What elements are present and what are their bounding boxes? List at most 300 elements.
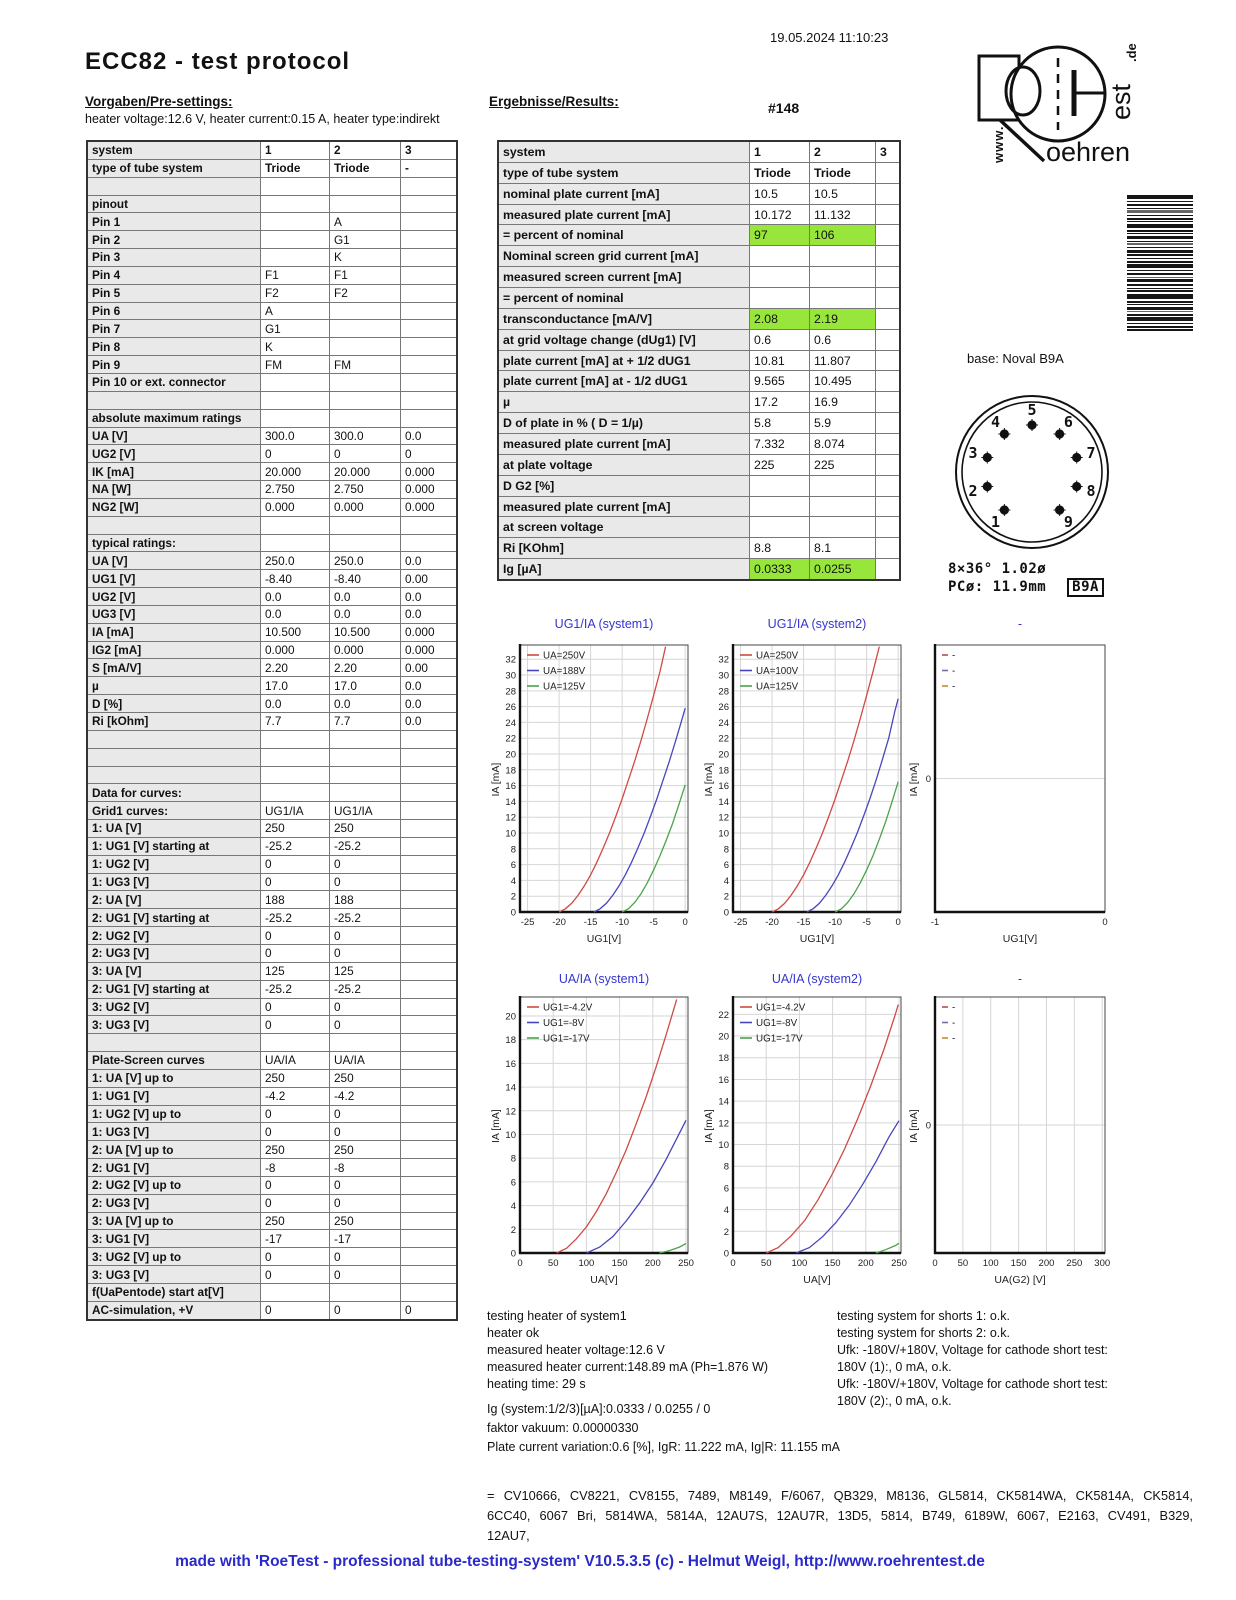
value-cell [260, 392, 329, 409]
heater-presettings-line: heater voltage:12.6 V, heater current:0.15 A, heater type:indirekt [85, 112, 440, 126]
row-label-cell: plate current [mA] at + 1/2 dUG1 [499, 351, 749, 371]
svg-text:6: 6 [510, 860, 516, 872]
value-cell: 125 [260, 963, 329, 980]
row-label-cell: pinout [88, 196, 260, 213]
value-cell [809, 267, 875, 287]
legend-label: UG1=-4.2V [756, 1002, 806, 1014]
row-label-cell: NG2 [W] [88, 499, 260, 516]
value-cell: 2 [329, 142, 400, 159]
value-cell: 0.0255 [809, 559, 875, 579]
row-label-cell [88, 392, 260, 409]
svg-text:250: 250 [678, 1258, 694, 1269]
legend-label: UA=125V [756, 681, 799, 693]
value-cell: F1 [260, 267, 329, 284]
value-cell [329, 410, 400, 427]
value-cell [329, 178, 400, 195]
equivalent-types-list: = CV10666, CV8221, CV8155, 7489, M8149, F/6067, QB329, M8136, GL5814, CK5814WA, CK5814A, CK5814, 6CC40, 6067 Bri, 5814WA, 5814A, 12AU7S, 12AU7R, 13D5, 5814, B749, 6189W, 6067, E2163, CV491, B329, 12AU7, [487, 1488, 1193, 1543]
value-cell: 125 [329, 963, 400, 980]
value-cell: 3 [875, 142, 899, 162]
value-cell [400, 392, 456, 409]
row-label-cell: µ [88, 677, 260, 694]
svg-text:16: 16 [505, 781, 516, 793]
x-axis-label: UA[V] [590, 1274, 618, 1286]
pin-7 [1071, 444, 1096, 464]
value-cell [400, 767, 456, 784]
value-cell: 17.0 [329, 677, 400, 694]
value-cell: -25.2 [329, 838, 400, 855]
logo-de-text: .de [1124, 43, 1139, 62]
value-cell: 0.0 [260, 588, 329, 605]
row-label-cell: Ri [kOhm] [88, 713, 260, 730]
value-cell [400, 1266, 456, 1283]
value-cell: -17 [260, 1230, 329, 1247]
row-label-cell: AC-simulation, +V [88, 1302, 260, 1319]
value-cell [400, 784, 456, 801]
row-label-cell: at screen voltage [499, 517, 749, 537]
value-cell [809, 517, 875, 537]
svg-text:16: 16 [505, 1058, 516, 1070]
row-label-cell: plate current [mA] at - 1/2 dUG1 [499, 371, 749, 391]
value-cell: 20.000 [329, 463, 400, 480]
value-cell: F2 [329, 285, 400, 302]
row-label-cell: nominal plate current [mA] [499, 184, 749, 204]
table-row [499, 287, 899, 308]
table-row [88, 998, 456, 1016]
value-cell: 7.7 [329, 713, 400, 730]
table-row [499, 245, 899, 266]
value-cell: 0.0 [400, 695, 456, 712]
results-table [497, 140, 901, 581]
table-row [88, 159, 456, 177]
row-label-cell: Pin 9 [88, 356, 260, 373]
value-cell: 250 [329, 1070, 400, 1087]
table-row [88, 551, 456, 569]
value-cell: 10.5 [749, 184, 809, 204]
value-cell [749, 246, 809, 266]
value-cell: 0.0 [400, 713, 456, 730]
value-cell [400, 909, 456, 926]
value-cell [260, 767, 329, 784]
value-cell [400, 749, 456, 766]
value-cell: 225 [749, 455, 809, 475]
svg-text:4: 4 [510, 875, 516, 887]
legend-label: UA=250V [756, 650, 799, 662]
table-row [88, 1212, 456, 1230]
table-row [88, 516, 456, 534]
row-label-cell: S [mA/V] [88, 659, 260, 676]
table-row [88, 1122, 456, 1140]
value-cell [400, 410, 456, 427]
row-label-cell: Pin 5 [88, 285, 260, 302]
value-cell [400, 945, 456, 962]
pin-4 [991, 413, 1010, 440]
value-cell: -4.2 [260, 1088, 329, 1105]
value-cell: K [329, 249, 400, 266]
value-cell [875, 330, 899, 350]
value-cell [260, 731, 329, 748]
table-row [88, 355, 456, 373]
value-cell: 2 [809, 142, 875, 162]
table-row [88, 641, 456, 659]
pin-number: 6 [1063, 412, 1073, 431]
value-cell: Triode [260, 160, 329, 177]
table-row [88, 212, 456, 230]
svg-text:14: 14 [505, 796, 516, 808]
value-cell: 0.00 [400, 659, 456, 676]
row-label-cell: type of tube system [499, 163, 749, 183]
value-cell: 0.0 [329, 695, 400, 712]
value-cell: 0.000 [400, 642, 456, 659]
value-cell: 2.20 [329, 659, 400, 676]
svg-text:300: 300 [1094, 1258, 1111, 1269]
value-cell: 0.0 [260, 695, 329, 712]
row-label-cell: 3: UG2 [V] [88, 999, 260, 1016]
svg-text:200: 200 [1038, 1258, 1055, 1269]
svg-text:16: 16 [718, 1074, 729, 1086]
note-line: testing heater of system1 [487, 1309, 627, 1323]
value-cell [260, 249, 329, 266]
value-cell [400, 267, 456, 284]
table-row [499, 433, 899, 454]
table-row [88, 1265, 456, 1283]
legend-label: UA=250V [543, 650, 586, 662]
value-cell: 0.000 [260, 499, 329, 516]
value-cell [329, 303, 400, 320]
value-cell: 188 [260, 891, 329, 908]
svg-text:50: 50 [760, 1258, 772, 1269]
value-cell: 225 [809, 455, 875, 475]
value-cell: UG1/IA [260, 802, 329, 819]
svg-text:0: 0 [925, 774, 931, 785]
svg-text:20: 20 [505, 749, 516, 761]
value-cell [260, 213, 329, 230]
svg-text:200: 200 [857, 1258, 874, 1269]
chart-title: - [1017, 972, 1023, 986]
value-cell: -8.40 [260, 570, 329, 587]
value-cell: 2.20 [260, 659, 329, 676]
value-cell: 8.074 [809, 434, 875, 454]
table-row [88, 569, 456, 587]
table-row [88, 248, 456, 266]
value-cell: 0 [329, 1123, 400, 1140]
row-label-cell: 3: UG3 [V] [88, 1016, 260, 1033]
svg-text:-15: -15 [796, 917, 811, 928]
table-row [88, 1033, 456, 1051]
pin-3 [969, 444, 994, 464]
value-cell [400, 1034, 456, 1051]
value-cell [400, 535, 456, 552]
note-line: testing system for shorts 1: o.k. [837, 1309, 1010, 1323]
row-label-cell: 3: UA [V] up to [88, 1213, 260, 1230]
value-cell [329, 196, 400, 213]
value-cell [329, 767, 400, 784]
table-row [88, 177, 456, 195]
value-cell: 0.0 [329, 588, 400, 605]
svg-text:-20: -20 [765, 917, 779, 928]
value-cell: 0 [260, 999, 329, 1016]
value-cell: -25.2 [260, 838, 329, 855]
pin-5 [1026, 401, 1038, 431]
value-cell: 250 [260, 1141, 329, 1158]
value-cell: 0 [329, 1016, 400, 1033]
row-label-cell: Pin 2 [88, 231, 260, 248]
value-cell: FM [329, 356, 400, 373]
row-label-cell: IA [mA] [88, 624, 260, 641]
row-label-cell: 2: UG2 [V] [88, 927, 260, 944]
row-label-cell: UA [V] [88, 428, 260, 445]
value-cell [400, 1016, 456, 1033]
row-label-cell: D G2 [%] [499, 476, 749, 496]
value-cell [400, 1123, 456, 1140]
value-cell: 11.132 [809, 205, 875, 225]
table-row [499, 496, 899, 517]
value-cell: A [260, 303, 329, 320]
svg-text:14: 14 [505, 1082, 516, 1094]
table-row [88, 890, 456, 908]
value-cell: 0 [329, 1106, 400, 1123]
svg-text:10: 10 [505, 1129, 516, 1141]
value-cell: 0.000 [400, 499, 456, 516]
row-label-cell: = percent of nominal [499, 225, 749, 245]
value-cell: 0 [260, 1195, 329, 1212]
value-cell [260, 517, 329, 534]
pin-number: 2 [968, 482, 978, 501]
svg-text:8: 8 [723, 1161, 729, 1173]
svg-text:0: 0 [895, 917, 901, 928]
value-cell: 0.000 [329, 642, 400, 659]
y-axis-label: IA [mA] [908, 762, 920, 797]
row-label-cell: µ [499, 392, 749, 412]
value-cell: Triode [809, 163, 875, 183]
value-cell: -8 [329, 1159, 400, 1176]
svg-text:50: 50 [957, 1258, 969, 1269]
table-row [88, 926, 456, 944]
legend-label: - [952, 1018, 956, 1029]
legend-label: - [952, 681, 956, 693]
value-cell: UG1/IA [329, 802, 400, 819]
y-axis-label: IA [mA] [703, 762, 715, 797]
value-cell: 16.9 [809, 392, 875, 412]
svg-text:-25: -25 [520, 917, 535, 928]
value-cell: 188 [329, 891, 400, 908]
row-label-cell: Grid1 curves: [88, 802, 260, 819]
value-cell: 0 [260, 945, 329, 962]
value-cell: 0 [260, 874, 329, 891]
table-row [499, 537, 899, 558]
value-cell [809, 288, 875, 308]
table-row [88, 142, 456, 159]
svg-text:20: 20 [505, 1011, 516, 1023]
table-row [499, 183, 899, 204]
value-cell: 0.0 [260, 606, 329, 623]
row-label-cell: 2: UG1 [V] starting at [88, 981, 260, 998]
svg-text:6: 6 [723, 860, 729, 872]
row-label-cell: absolute maximum ratings [88, 410, 260, 427]
value-cell [400, 1070, 456, 1087]
table-row [88, 623, 456, 641]
value-cell: -25.2 [329, 909, 400, 926]
legend-label: UG1=-17V [756, 1033, 803, 1045]
row-label-cell: UG3 [V] [88, 606, 260, 623]
value-cell: - [400, 160, 456, 177]
value-cell [875, 517, 899, 537]
value-cell: 0.000 [400, 624, 456, 641]
row-label-cell: 1: UG1 [V] starting at [88, 838, 260, 855]
row-label-cell [88, 767, 260, 784]
value-cell [400, 856, 456, 873]
value-cell [400, 1213, 456, 1230]
value-cell [260, 1034, 329, 1051]
row-label-cell: measured plate current [mA] [499, 497, 749, 517]
value-cell: 8.8 [749, 538, 809, 558]
value-cell: 0 [329, 874, 400, 891]
table-row [88, 748, 456, 766]
table-row [88, 766, 456, 784]
chart-ug1-ia-system2 [700, 595, 915, 953]
svg-text:-5: -5 [862, 917, 871, 928]
svg-text:30: 30 [718, 670, 729, 682]
value-cell: 0 [329, 999, 400, 1016]
value-cell [329, 320, 400, 337]
svg-text:26: 26 [505, 702, 516, 714]
table-row [88, 801, 456, 819]
svg-text:12: 12 [505, 1106, 516, 1118]
svg-text:4: 4 [510, 1201, 516, 1213]
value-cell: 10.5 [809, 184, 875, 204]
value-cell: 250.0 [329, 552, 400, 569]
value-cell [875, 434, 899, 454]
row-label-cell: Pin 7 [88, 320, 260, 337]
note-line: faktor vakuum: 0.00000330 [487, 1421, 639, 1435]
table-row [499, 370, 899, 391]
svg-text:0: 0 [517, 1258, 523, 1269]
pin-number: 7 [1086, 443, 1096, 462]
y-axis-label: IA [mA] [490, 762, 502, 797]
table-row [499, 475, 899, 496]
svg-text:100: 100 [578, 1258, 595, 1269]
value-cell [400, 303, 456, 320]
row-label-cell: type of tube system [88, 160, 260, 177]
value-cell: -25.2 [260, 981, 329, 998]
legend-label: UG1=-17V [543, 1033, 590, 1045]
value-cell [875, 371, 899, 391]
value-cell [329, 338, 400, 355]
shorts-test-notes [837, 1308, 1108, 1410]
value-cell: 0 [329, 927, 400, 944]
value-cell: 0.000 [400, 463, 456, 480]
value-cell [875, 205, 899, 225]
svg-text:32: 32 [505, 654, 516, 666]
value-cell [875, 476, 899, 496]
row-label-cell: Ri [KOhm] [499, 538, 749, 558]
svg-text:18: 18 [505, 1035, 516, 1047]
legend-label: UG1=-8V [756, 1018, 798, 1029]
table-row [499, 516, 899, 537]
value-cell: 10.500 [329, 624, 400, 641]
value-cell: 2.19 [809, 309, 875, 329]
svg-text:10: 10 [505, 828, 516, 840]
svg-text:0: 0 [925, 1120, 931, 1132]
value-cell [329, 374, 400, 391]
svg-text:18: 18 [505, 765, 516, 777]
chart-ug1-ia-system1 [487, 595, 702, 953]
value-cell: 0.000 [260, 642, 329, 659]
row-label-cell: 2: UG2 [V] up to [88, 1177, 260, 1194]
svg-text:12: 12 [718, 1118, 729, 1130]
svg-text:100: 100 [982, 1258, 999, 1269]
table-row [88, 1069, 456, 1087]
svg-text:28: 28 [505, 686, 516, 698]
value-cell: 7.332 [749, 434, 809, 454]
note-line: Ig (system:1/2/3)[µA]:0.0333 / 0.0255 / 0 [487, 1402, 711, 1416]
row-label-cell: Pin 6 [88, 303, 260, 320]
table-row [88, 230, 456, 248]
svg-text:-25: -25 [733, 917, 748, 928]
heater-test-notes [487, 1308, 768, 1393]
chart-title: UA/IA (system2) [771, 972, 863, 986]
value-cell [400, 927, 456, 944]
value-cell [329, 517, 400, 534]
row-label-cell: Ig [µA] [499, 559, 749, 579]
svg-text:16: 16 [718, 781, 729, 793]
value-cell [875, 184, 899, 204]
table-row [88, 783, 456, 801]
value-cell [400, 874, 456, 891]
table-row [88, 962, 456, 980]
row-label-cell: system [88, 142, 260, 159]
value-cell [400, 1141, 456, 1158]
value-cell: 2.750 [329, 481, 400, 498]
value-cell [749, 517, 809, 537]
row-label-cell: transconductance [mA/V] [499, 309, 749, 329]
value-cell: 0.00 [400, 570, 456, 587]
table-row [88, 658, 456, 676]
row-label-cell: 3: UG3 [V] [88, 1266, 260, 1283]
value-cell: 0.0 [329, 606, 400, 623]
value-cell [875, 267, 899, 287]
value-cell: 0 [260, 1302, 329, 1319]
tube-socket-pinout-diagram [945, 392, 1125, 558]
row-label-cell: D [%] [88, 695, 260, 712]
chart-ua-ia-system1 [487, 950, 702, 1302]
value-cell [400, 1106, 456, 1123]
value-cell: UA/IA [329, 1052, 400, 1069]
svg-text:4: 4 [723, 1205, 729, 1217]
value-cell [400, 731, 456, 748]
svg-text:0: 0 [723, 1248, 729, 1260]
pin-number: 8 [1086, 482, 1096, 501]
note-line: measured heater current:148.89 mA (Ph=1.876 W) [487, 1360, 769, 1374]
value-cell [749, 288, 809, 308]
barcode [1127, 193, 1193, 331]
value-cell: 97 [749, 225, 809, 245]
value-cell: 0.0 [400, 606, 456, 623]
table-row [499, 204, 899, 225]
svg-text:14: 14 [718, 796, 729, 808]
table-row [88, 605, 456, 623]
value-cell: 0.0 [400, 588, 456, 605]
tube-geometry-info [948, 560, 1104, 597]
value-cell [809, 476, 875, 496]
row-label-cell: 1: UG3 [V] [88, 874, 260, 891]
row-label-cell: Nominal screen grid current [mA] [499, 246, 749, 266]
note-line: testing system for shorts 2: o.k. [837, 1326, 1010, 1340]
table-row [88, 694, 456, 712]
row-label-cell: 3: UG1 [V] [88, 1230, 260, 1247]
value-cell: 0.0333 [749, 559, 809, 579]
table-row [499, 266, 899, 287]
value-cell: 0.0 [400, 428, 456, 445]
